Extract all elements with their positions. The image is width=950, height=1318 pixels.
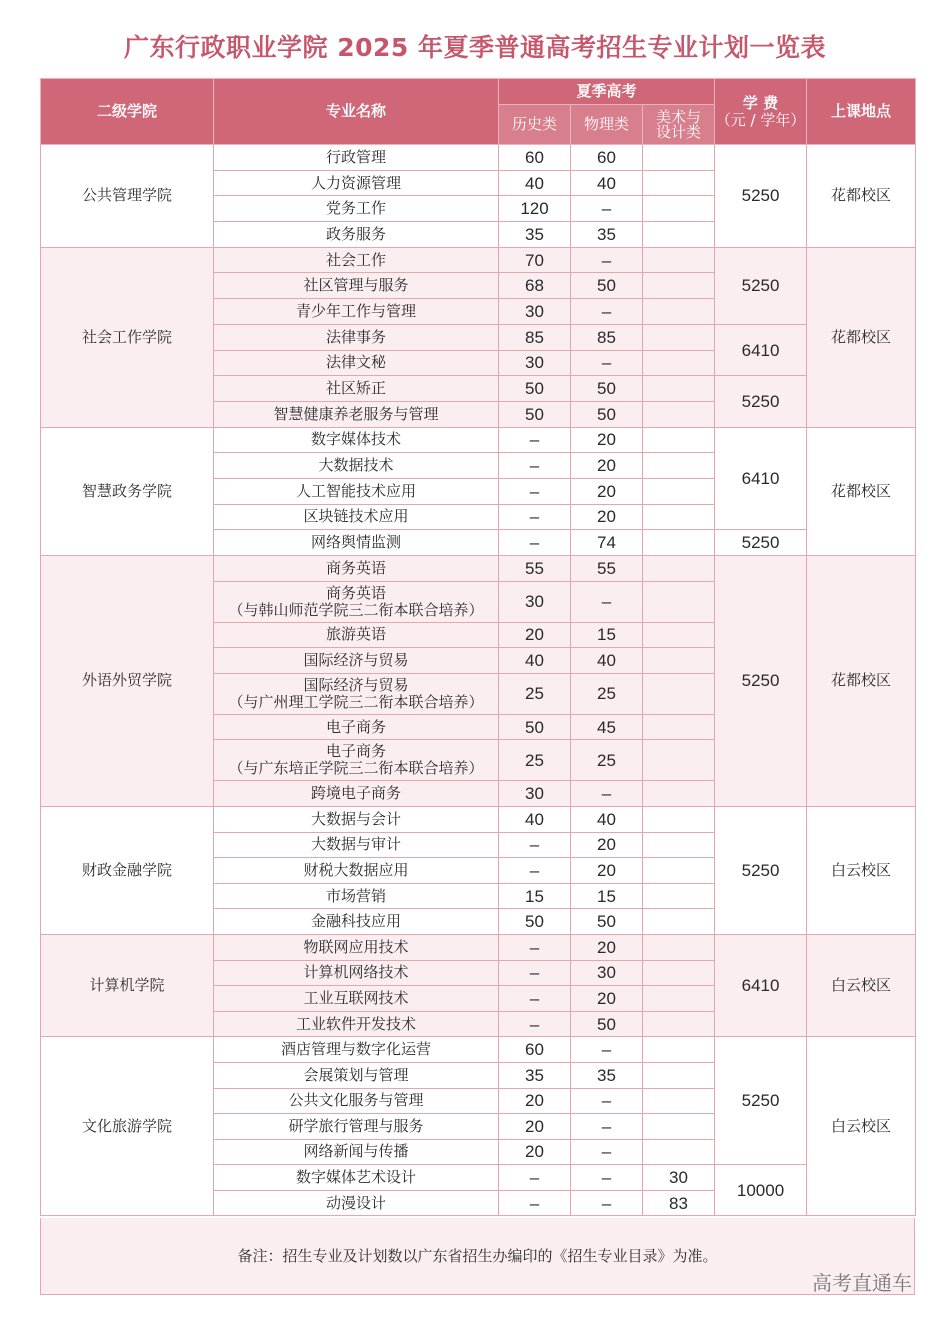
art-quota [643,781,715,807]
tuition: 5250 [715,376,807,427]
major-name: 旅游英语 [214,622,499,648]
art-quota [643,1037,715,1063]
physics-quota: 25 [571,673,643,714]
location: 花都校区 [807,556,916,807]
history-quota: 120 [499,196,571,222]
college-name: 外语外贸学院 [41,556,214,807]
history-quota: 60 [499,1037,571,1063]
physics-quota: 40 [571,806,643,832]
history-quota: – [499,453,571,479]
physics-quota: 20 [571,478,643,504]
art-quota [643,196,715,222]
history-quota: – [499,427,571,453]
physics-quota: 20 [571,832,643,858]
major-name: 数字媒体艺术设计 [214,1165,499,1191]
major-name: 区块链技术应用 [214,504,499,530]
history-quota: – [499,530,571,556]
physics-quota: 35 [571,1062,643,1088]
physics-quota: 50 [571,273,643,299]
college-name: 文化旅游学院 [41,1037,214,1216]
art-quota [643,1062,715,1088]
major-name: 研学旅行管理与服务 [214,1114,499,1140]
physics-quota: 50 [571,909,643,935]
major-name: 会展策划与管理 [214,1062,499,1088]
major-name: 市场营销 [214,883,499,909]
history-quota: 50 [499,909,571,935]
table-row [41,806,916,832]
physics-quota: – [571,299,643,325]
college-name: 公共管理学院 [41,145,214,248]
history-quota: 20 [499,1088,571,1114]
major-name: 社区管理与服务 [214,273,499,299]
college-name: 智慧政务学院 [41,427,214,555]
physics-quota: – [571,1037,643,1063]
history-quota: 70 [499,247,571,273]
remark-note: 备注：招生专业及计划数以广东省招生办编印的《招生专业目录》为准。 [40,1218,915,1295]
history-quota: 68 [499,273,571,299]
art-quota [643,427,715,453]
history-quota: 40 [499,648,571,674]
major-name: 金融科技应用 [214,909,499,935]
art-quota [643,934,715,960]
tuition: 5250 [715,1037,807,1165]
history-quota: – [499,858,571,884]
college-name: 社会工作学院 [41,247,214,427]
physics-quota: 40 [571,170,643,196]
art-quota [643,170,715,196]
physics-quota: 20 [571,858,643,884]
history-quota: – [499,960,571,986]
major-name: 社会工作 [214,247,499,273]
art-quota [643,714,715,740]
art-quota [643,832,715,858]
physics-quota: 15 [571,622,643,648]
physics-quota: – [571,350,643,376]
major-name: 工业互联网技术 [214,986,499,1012]
history-quota: 15 [499,883,571,909]
physics-quota: 85 [571,324,643,350]
major-name: 商务英语 [214,556,499,582]
history-quota: 55 [499,556,571,582]
art-quota [643,986,715,1012]
physics-quota: 60 [571,145,643,171]
history-quota: – [499,986,571,1012]
major-name: 人工智能技术应用 [214,478,499,504]
physics-quota: – [571,1139,643,1165]
history-quota: 50 [499,376,571,402]
art-quota [643,299,715,325]
table-row [41,247,916,273]
major-name: 法律事务 [214,324,499,350]
major-name: 酒店管理与数字化运营 [214,1037,499,1063]
header-art-line1: 美术与 [656,107,702,126]
art-quota [643,581,715,622]
major-name: 青少年工作与管理 [214,299,499,325]
major-name: 智慧健康养老服务与管理 [214,401,499,427]
history-quota: 30 [499,350,571,376]
tuition: 5250 [715,247,807,324]
page-title: 广东行政职业学院 2025 年夏季普通高考招生专业计划一览表 [124,33,826,62]
table-body [41,145,916,1216]
major-name-main: 电子商务 [325,742,386,761]
college-name: 计算机学院 [41,934,214,1036]
history-quota: 40 [499,806,571,832]
tuition: 6410 [715,427,807,530]
physics-quota: 30 [571,960,643,986]
art-quota [643,530,715,556]
art-quota [643,145,715,171]
major-name: 工业软件开发技术 [214,1011,499,1037]
major-name-note: （与韩山师范学院三二衔本联合培养） [228,600,484,619]
art-quota [643,858,715,884]
header-location: 上课地点 [807,79,916,145]
history-quota: – [499,478,571,504]
history-quota: 35 [499,222,571,248]
major-name: 网络舆情监测 [214,530,499,556]
major-name [214,740,499,781]
art-quota [643,1011,715,1037]
art-quota [643,1139,715,1165]
art-quota [643,1088,715,1114]
header-major: 专业名称 [214,79,499,145]
major-name: 人力资源管理 [214,170,499,196]
header-college: 二级学院 [41,79,214,145]
art-quota [643,247,715,273]
enrollment-plan-table [40,78,916,1216]
header-tuition-line2: （元 / 学年） [715,110,806,129]
watermark: 高考直通车 [812,1271,912,1295]
major-name-main: 国际经济与贸易 [303,675,409,694]
physics-quota: – [571,196,643,222]
art-quota [643,324,715,350]
history-quota: – [499,1011,571,1037]
major-name: 大数据与会计 [214,806,499,832]
history-quota: 35 [499,1062,571,1088]
physics-quota: – [571,1114,643,1140]
major-name: 公共文化服务与管理 [214,1088,499,1114]
tuition: 6410 [715,934,807,1036]
header-physics: 物理类 [571,105,643,145]
art-quota [643,909,715,935]
major-name: 电子商务 [214,714,499,740]
art-quota [643,376,715,402]
table-row [41,934,916,960]
physics-quota: – [571,1088,643,1114]
location: 白云校区 [807,934,916,1036]
history-quota: – [499,832,571,858]
major-name-main: 商务英语 [325,583,386,602]
major-name: 网络新闻与传播 [214,1139,499,1165]
location: 花都校区 [807,427,916,555]
major-name: 法律文秘 [214,350,499,376]
physics-quota: 20 [571,453,643,479]
major-name: 动漫设计 [214,1190,499,1216]
major-name: 国际经济与贸易 [214,648,499,674]
major-name [214,581,499,622]
art-quota: 30 [643,1165,715,1191]
physics-quota: 20 [571,934,643,960]
history-quota: 20 [499,1139,571,1165]
physics-quota: – [571,1190,643,1216]
major-name: 跨境电子商务 [214,781,499,807]
history-quota: 30 [499,581,571,622]
history-quota: – [499,504,571,530]
tuition: 5250 [715,806,807,934]
history-quota: 30 [499,299,571,325]
physics-quota: 20 [571,427,643,453]
history-quota: 25 [499,673,571,714]
header-art [643,105,715,145]
tuition: 6410 [715,324,807,375]
tuition: 5250 [715,530,807,556]
history-quota: 60 [499,145,571,171]
art-quota [643,350,715,376]
art-quota [643,960,715,986]
major-name-note: （与广州理工学院三二衔本联合培养） [228,692,484,711]
history-quota: – [499,934,571,960]
location: 白云校区 [807,806,916,934]
art-quota [643,478,715,504]
college-name: 财政金融学院 [41,806,214,934]
history-quota: 25 [499,740,571,781]
physics-quota: – [571,581,643,622]
physics-quota: 74 [571,530,643,556]
table-row [41,145,916,171]
header-history: 历史类 [499,105,571,145]
tuition: 5250 [715,145,807,248]
location: 白云校区 [807,1037,916,1216]
physics-quota: 40 [571,648,643,674]
major-name: 党务工作 [214,196,499,222]
history-quota: 85 [499,324,571,350]
history-quota: 50 [499,401,571,427]
history-quota: – [499,1190,571,1216]
header-tuition-line1: 学 费 [742,93,779,112]
major-name: 财税大数据应用 [214,858,499,884]
major-name [214,673,499,714]
history-quota: 20 [499,622,571,648]
major-name: 社区矫正 [214,376,499,402]
major-name: 大数据与审计 [214,832,499,858]
physics-quota: – [571,247,643,273]
art-quota [643,1114,715,1140]
physics-quota: 50 [571,401,643,427]
physics-quota: 20 [571,986,643,1012]
table-row [41,556,916,582]
major-name: 物联网应用技术 [214,934,499,960]
table-row [41,427,916,453]
art-quota [643,648,715,674]
major-name: 政务服务 [214,222,499,248]
physics-quota: – [571,781,643,807]
physics-quota: 15 [571,883,643,909]
art-quota [643,273,715,299]
physics-quota: 50 [571,1011,643,1037]
major-name-note: （与广东培正学院三二衔本联合培养） [228,759,484,778]
art-quota [643,222,715,248]
physics-quota: 35 [571,222,643,248]
history-quota: 40 [499,170,571,196]
art-quota [643,806,715,832]
art-quota: 83 [643,1190,715,1216]
major-name: 大数据技术 [214,453,499,479]
history-quota: 30 [499,781,571,807]
major-name: 计算机网络技术 [214,960,499,986]
tuition: 10000 [715,1165,807,1216]
physics-quota: 25 [571,740,643,781]
art-quota [643,556,715,582]
table-row [41,1037,916,1063]
header-tuition [715,79,807,145]
physics-quota: 20 [571,504,643,530]
location: 花都校区 [807,145,916,248]
art-quota [643,673,715,714]
tuition: 5250 [715,556,807,807]
physics-quota: 50 [571,376,643,402]
table-header [41,79,916,145]
art-quota [643,504,715,530]
history-quota: 50 [499,714,571,740]
physics-quota: – [571,1165,643,1191]
history-quota: – [499,1165,571,1191]
major-name: 行政管理 [214,145,499,171]
art-quota [643,883,715,909]
history-quota: 20 [499,1114,571,1140]
physics-quota: 45 [571,714,643,740]
major-name: 数字媒体技术 [214,427,499,453]
art-quota [643,401,715,427]
physics-quota: 55 [571,556,643,582]
header-art-line2: 设计类 [656,122,702,141]
header-summer-exam: 夏季高考 [499,79,715,105]
location: 花都校区 [807,247,916,427]
art-quota [643,622,715,648]
art-quota [643,453,715,479]
art-quota [643,740,715,781]
